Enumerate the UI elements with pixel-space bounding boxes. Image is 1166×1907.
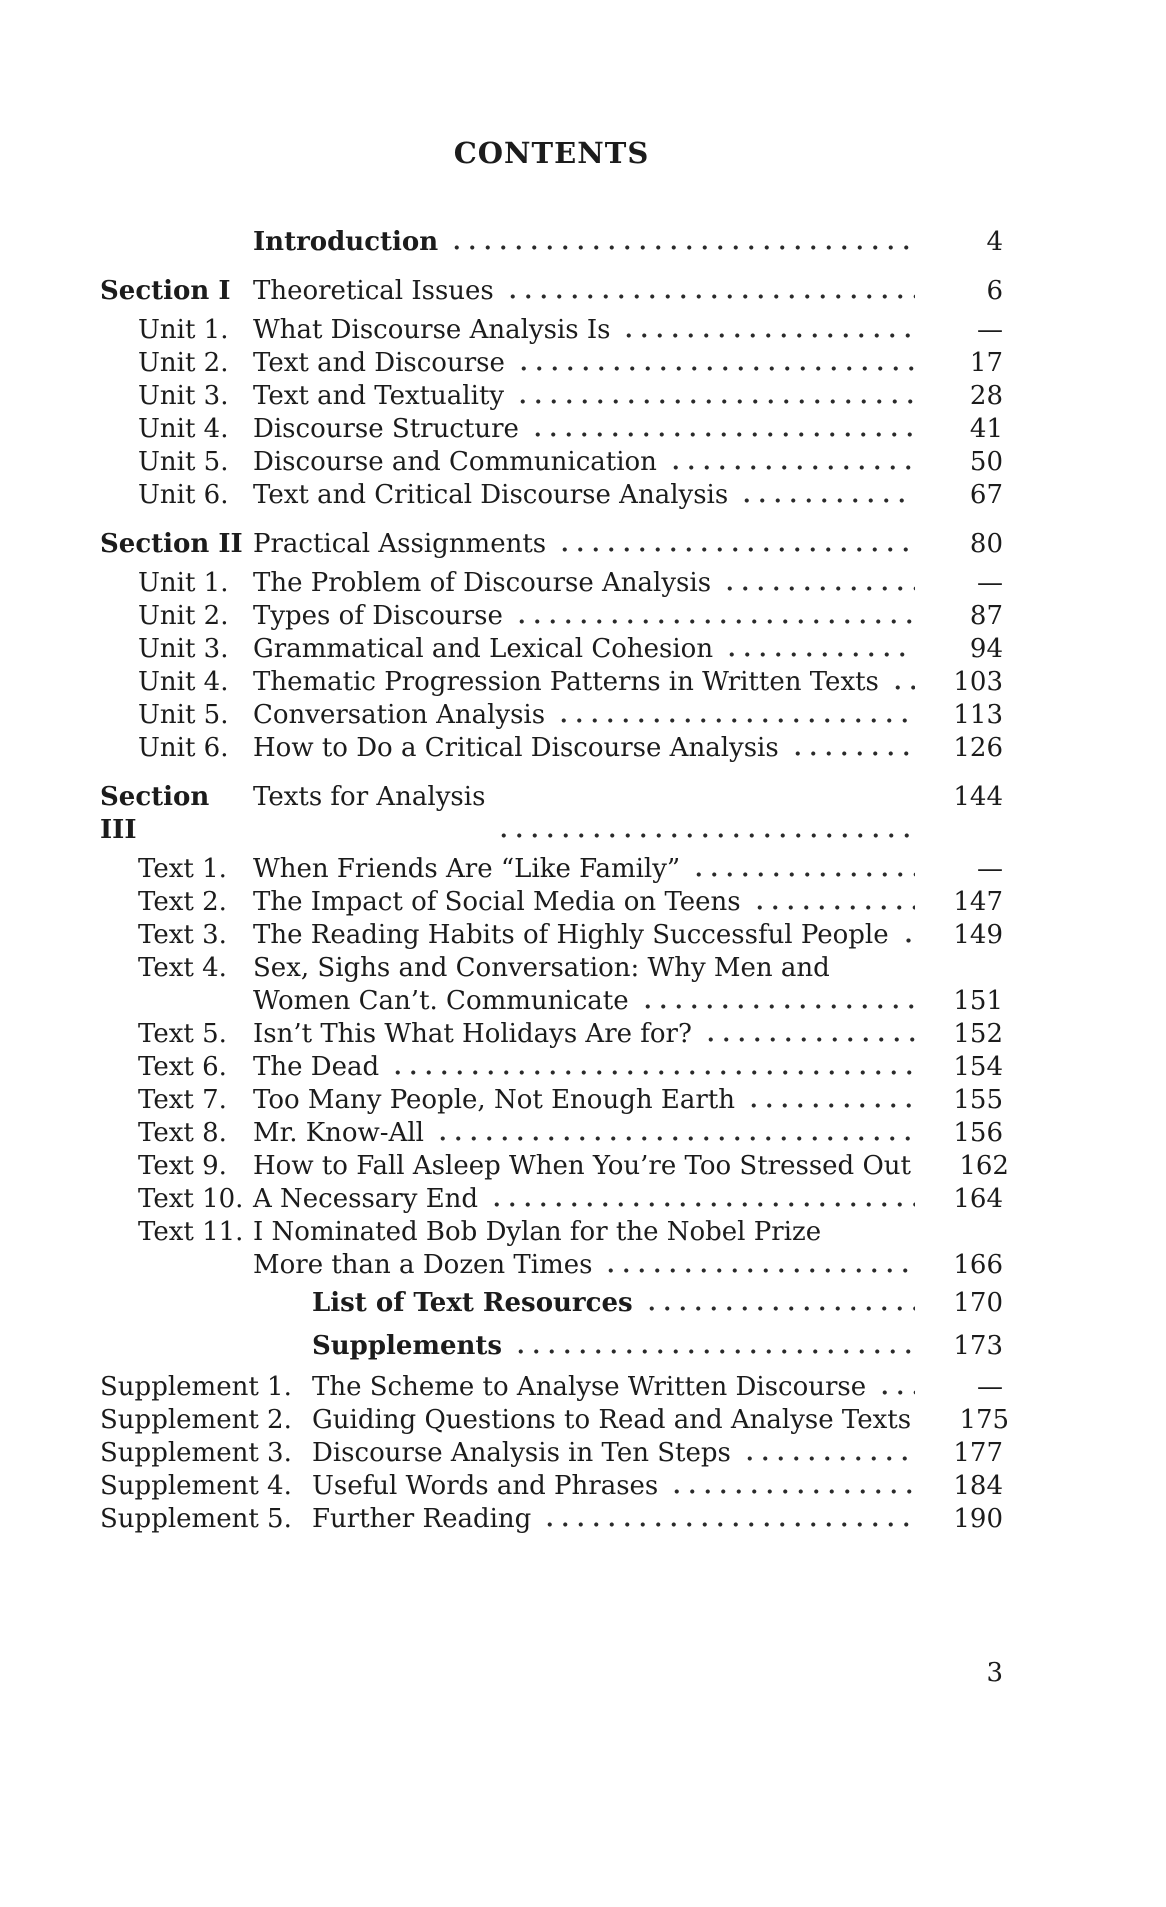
leader-dots: [721, 567, 915, 600]
section-label: Section II: [100, 529, 243, 559]
entry-title: How to Fall Asleep When You’re Too Stressed Out: [253, 1151, 911, 1181]
entry-label: Supplement 5.: [100, 1504, 292, 1534]
entry-page: 175: [959, 1405, 1010, 1435]
toc-section-3: [100, 781, 1003, 847]
folio-page-number: 3: [986, 1658, 1003, 1688]
entry-title: Discourse Analysis in Ten Steps: [312, 1438, 731, 1468]
entry-title: Introduction: [253, 227, 439, 257]
entry-label: Unit 6.: [138, 480, 229, 510]
entry-label: Text 6.: [138, 1052, 227, 1082]
entry-title: Thematic Progression Patterns in Written Texts: [253, 667, 879, 697]
entry-page: 28: [969, 381, 1003, 411]
entry-title: What Discourse Analysis Is: [253, 315, 611, 345]
entry-title: Too Many People, Not Enough Earth: [253, 1085, 735, 1115]
toc-entry: [100, 1150, 1009, 1183]
toc-section-1: [100, 275, 1003, 308]
toc-entry: [100, 666, 1003, 699]
leader-dots: [514, 380, 915, 413]
toc-entry: [100, 1183, 1003, 1216]
leader-dots: [789, 732, 915, 765]
entry-title: Types of Discourse: [253, 601, 503, 631]
leader-dots: [876, 1371, 915, 1404]
leader-dots: [434, 1117, 915, 1150]
entry-label: Unit 5.: [138, 447, 229, 477]
toc-entry: [100, 567, 1003, 600]
leader-dots: [899, 919, 915, 952]
entry-label: Unit 6.: [138, 733, 229, 763]
leader-dots: [668, 1470, 915, 1503]
entry-title: Grammatical and Lexical Cohesion: [253, 634, 714, 664]
toc-entry: [100, 1470, 1003, 1503]
entry-label: Unit 2.: [138, 601, 229, 631]
toc-entry-line1: [100, 1216, 1003, 1249]
entry-label: Unit 1.: [138, 315, 229, 345]
entry-label: Text 7.: [138, 1085, 227, 1115]
toc-entry: [100, 633, 1003, 666]
entry-label: Unit 4.: [138, 667, 229, 697]
leader-dots: [504, 275, 915, 308]
entry-page: 162: [959, 1151, 1009, 1181]
entry-page: 126: [953, 733, 1003, 763]
section-page: 144: [953, 782, 1003, 812]
leader-dots: [513, 600, 915, 633]
toc-entry: [100, 479, 1003, 512]
leader-dots: [512, 1330, 915, 1363]
entry-page: 155: [953, 1085, 1003, 1115]
entry-label: Text 3.: [138, 920, 227, 950]
toc-entry: [100, 1018, 1003, 1051]
entry-page: 151: [953, 986, 1003, 1016]
entry-title: More than a Dozen Times: [253, 1250, 593, 1280]
entry-title: Further Reading: [312, 1504, 532, 1534]
entry-page: —: [977, 568, 1003, 598]
entry-page: 149: [953, 920, 1003, 950]
leader-dots: [643, 1287, 915, 1320]
toc-entry: [100, 1371, 1003, 1404]
entry-title: Supplements: [312, 1331, 503, 1361]
entry-page: 87: [969, 601, 1003, 631]
entry-label: Text 2.: [138, 887, 227, 917]
toc-entry-list-of-text-resources: [100, 1287, 1003, 1320]
entry-page: —: [977, 315, 1003, 345]
section-title: Texts for Analysis: [253, 782, 486, 812]
leader-dots: [690, 853, 915, 886]
entry-page: 190: [953, 1504, 1003, 1534]
entry-label: Text 5.: [138, 1019, 227, 1049]
entry-title: The Scheme to Analyse Written Discourse: [312, 1372, 867, 1402]
toc-section-2: [100, 528, 1003, 561]
entry-label: Text 9.: [138, 1151, 227, 1181]
entry-title: Discourse Structure: [253, 414, 519, 444]
entry-page: 50: [969, 447, 1003, 477]
entry-page: 94: [969, 634, 1003, 664]
leader-dots: [702, 1018, 915, 1051]
toc-entry-line2: [100, 1249, 1003, 1282]
section-page: 80: [969, 529, 1003, 559]
leader-dots: [639, 985, 915, 1018]
page-title: CONTENTS: [453, 136, 650, 170]
entry-label: Unit 1.: [138, 568, 229, 598]
entry-title: Useful Words and Phrases: [312, 1471, 659, 1501]
entry-label: Unit 3.: [138, 634, 229, 664]
entry-label: Text 8.: [138, 1118, 227, 1148]
toc-entry: [100, 1051, 1003, 1084]
toc-entry-line1: [100, 952, 1003, 985]
entry-page: 184: [953, 1471, 1003, 1501]
entry-label: Supplement 3.: [100, 1438, 292, 1468]
entry-page: —: [977, 1372, 1003, 1402]
entry-label: Text 4.: [138, 953, 227, 983]
contents-page: [0, 135, 1166, 1690]
entry-title: The Problem of Discourse Analysis: [253, 568, 712, 598]
entry-page: 4: [986, 227, 1003, 257]
leader-dots: [541, 1503, 915, 1536]
toc-entry: [100, 699, 1003, 732]
entry-title: The Impact of Social Media on Teens: [253, 887, 741, 917]
toc-entry: [100, 1404, 1010, 1437]
entry-title: The Reading Habits of Highly Successful People: [253, 920, 889, 950]
entry-label: Unit 3.: [138, 381, 229, 411]
entry-page: 170: [953, 1288, 1003, 1318]
toc-entry: [100, 732, 1003, 765]
entry-title: Text and Discourse: [253, 348, 505, 378]
entry-label: Unit 4.: [138, 414, 229, 444]
leader-dots: [448, 226, 915, 259]
section-title: Practical Assignments: [253, 529, 547, 559]
entry-label: Unit 2.: [138, 348, 229, 378]
leader-dots: [529, 413, 915, 446]
entry-page: 67: [969, 480, 1003, 510]
toc-entry: [100, 446, 1003, 479]
toc-entry: [100, 314, 1003, 347]
entry-page: 41: [969, 414, 1003, 444]
section-label: Section I: [100, 276, 231, 306]
entry-title: Discourse and Communication: [253, 447, 657, 477]
leader-dots: [738, 479, 915, 512]
entry-title: The Dead: [253, 1052, 380, 1082]
entry-page: 173: [953, 1331, 1003, 1361]
leader-dots: [751, 886, 915, 919]
entry-label: Supplement 4.: [100, 1471, 292, 1501]
leader-dots: [389, 1051, 915, 1084]
entry-page: 166: [953, 1250, 1003, 1280]
toc-entry: [100, 853, 1003, 886]
entry-page: 103: [953, 667, 1003, 697]
leader-dots: [515, 347, 915, 380]
toc-entry: [100, 1437, 1003, 1470]
toc-entry-supplements: [100, 1330, 1003, 1363]
entry-title: When Friends Are “Like Family”: [253, 854, 681, 884]
entry-title: List of Text Resources: [312, 1288, 633, 1318]
entry-page: 113: [953, 700, 1003, 730]
toc-entry: [100, 1503, 1003, 1536]
entry-label: Text 10.: [138, 1184, 244, 1214]
toc-entry-line2: [100, 985, 1003, 1018]
leader-dots: [741, 1437, 915, 1470]
toc-entry: [100, 1117, 1003, 1150]
leader-dots: [495, 781, 915, 847]
entry-title: Text and Textuality: [253, 381, 505, 411]
toc-entry: [100, 413, 1003, 446]
toc-entry: [100, 919, 1003, 952]
entry-title: A Necessary End: [253, 1184, 479, 1214]
leader-dots: [602, 1249, 915, 1282]
leader-dots: [667, 446, 915, 479]
toc-entry: [100, 886, 1003, 919]
entry-page: 156: [953, 1118, 1003, 1148]
entry-page: 147: [953, 887, 1003, 917]
leader-dots: [889, 666, 915, 699]
toc-entry: [100, 347, 1003, 380]
entry-title: Women Can’t. Communicate: [253, 986, 629, 1016]
leader-dots: [620, 314, 915, 347]
entry-title: Conversation Analysis: [253, 700, 546, 730]
entry-label: Text 11.: [138, 1217, 244, 1247]
leader-dots: [745, 1084, 915, 1117]
entry-page: 154: [953, 1052, 1003, 1082]
section-label: Section III: [100, 782, 210, 845]
entry-page: —: [977, 854, 1003, 884]
entry-page: 164: [953, 1184, 1003, 1214]
entry-title: I Nominated Bob Dylan for the Nobel Prize: [253, 1217, 822, 1247]
toc-entry: [100, 1084, 1003, 1117]
section-page: 6: [986, 276, 1003, 306]
entry-title: Guiding Questions to Read and Analyse Texts: [312, 1405, 912, 1435]
leader-dots: [488, 1183, 915, 1216]
entry-label: Supplement 1.: [100, 1372, 292, 1402]
leader-dots: [556, 528, 915, 561]
entry-title: Text and Critical Discourse Analysis: [253, 480, 729, 510]
entry-title: How to Do a Critical Discourse Analysis: [253, 733, 779, 763]
entry-page: 17: [969, 348, 1003, 378]
entry-title: Isn’t This What Holidays Are for?: [253, 1019, 692, 1049]
entry-label: Unit 5.: [138, 700, 229, 730]
entry-title: Mr. Know-All: [253, 1118, 424, 1148]
toc-entry: [100, 600, 1003, 633]
entry-page: 177: [953, 1438, 1003, 1468]
leader-dots: [723, 633, 915, 666]
entry-page: 152: [953, 1019, 1003, 1049]
toc-entry: [100, 380, 1003, 413]
leader-dots: [555, 699, 915, 732]
section-title: Theoretical Issues: [253, 276, 494, 306]
entry-label: Supplement 2.: [100, 1405, 292, 1435]
toc-entry-introduction: [100, 226, 1003, 259]
entry-label: Text 1.: [138, 854, 227, 884]
entry-title: Sex, Sighs and Conversation: Why Men and: [253, 953, 830, 983]
